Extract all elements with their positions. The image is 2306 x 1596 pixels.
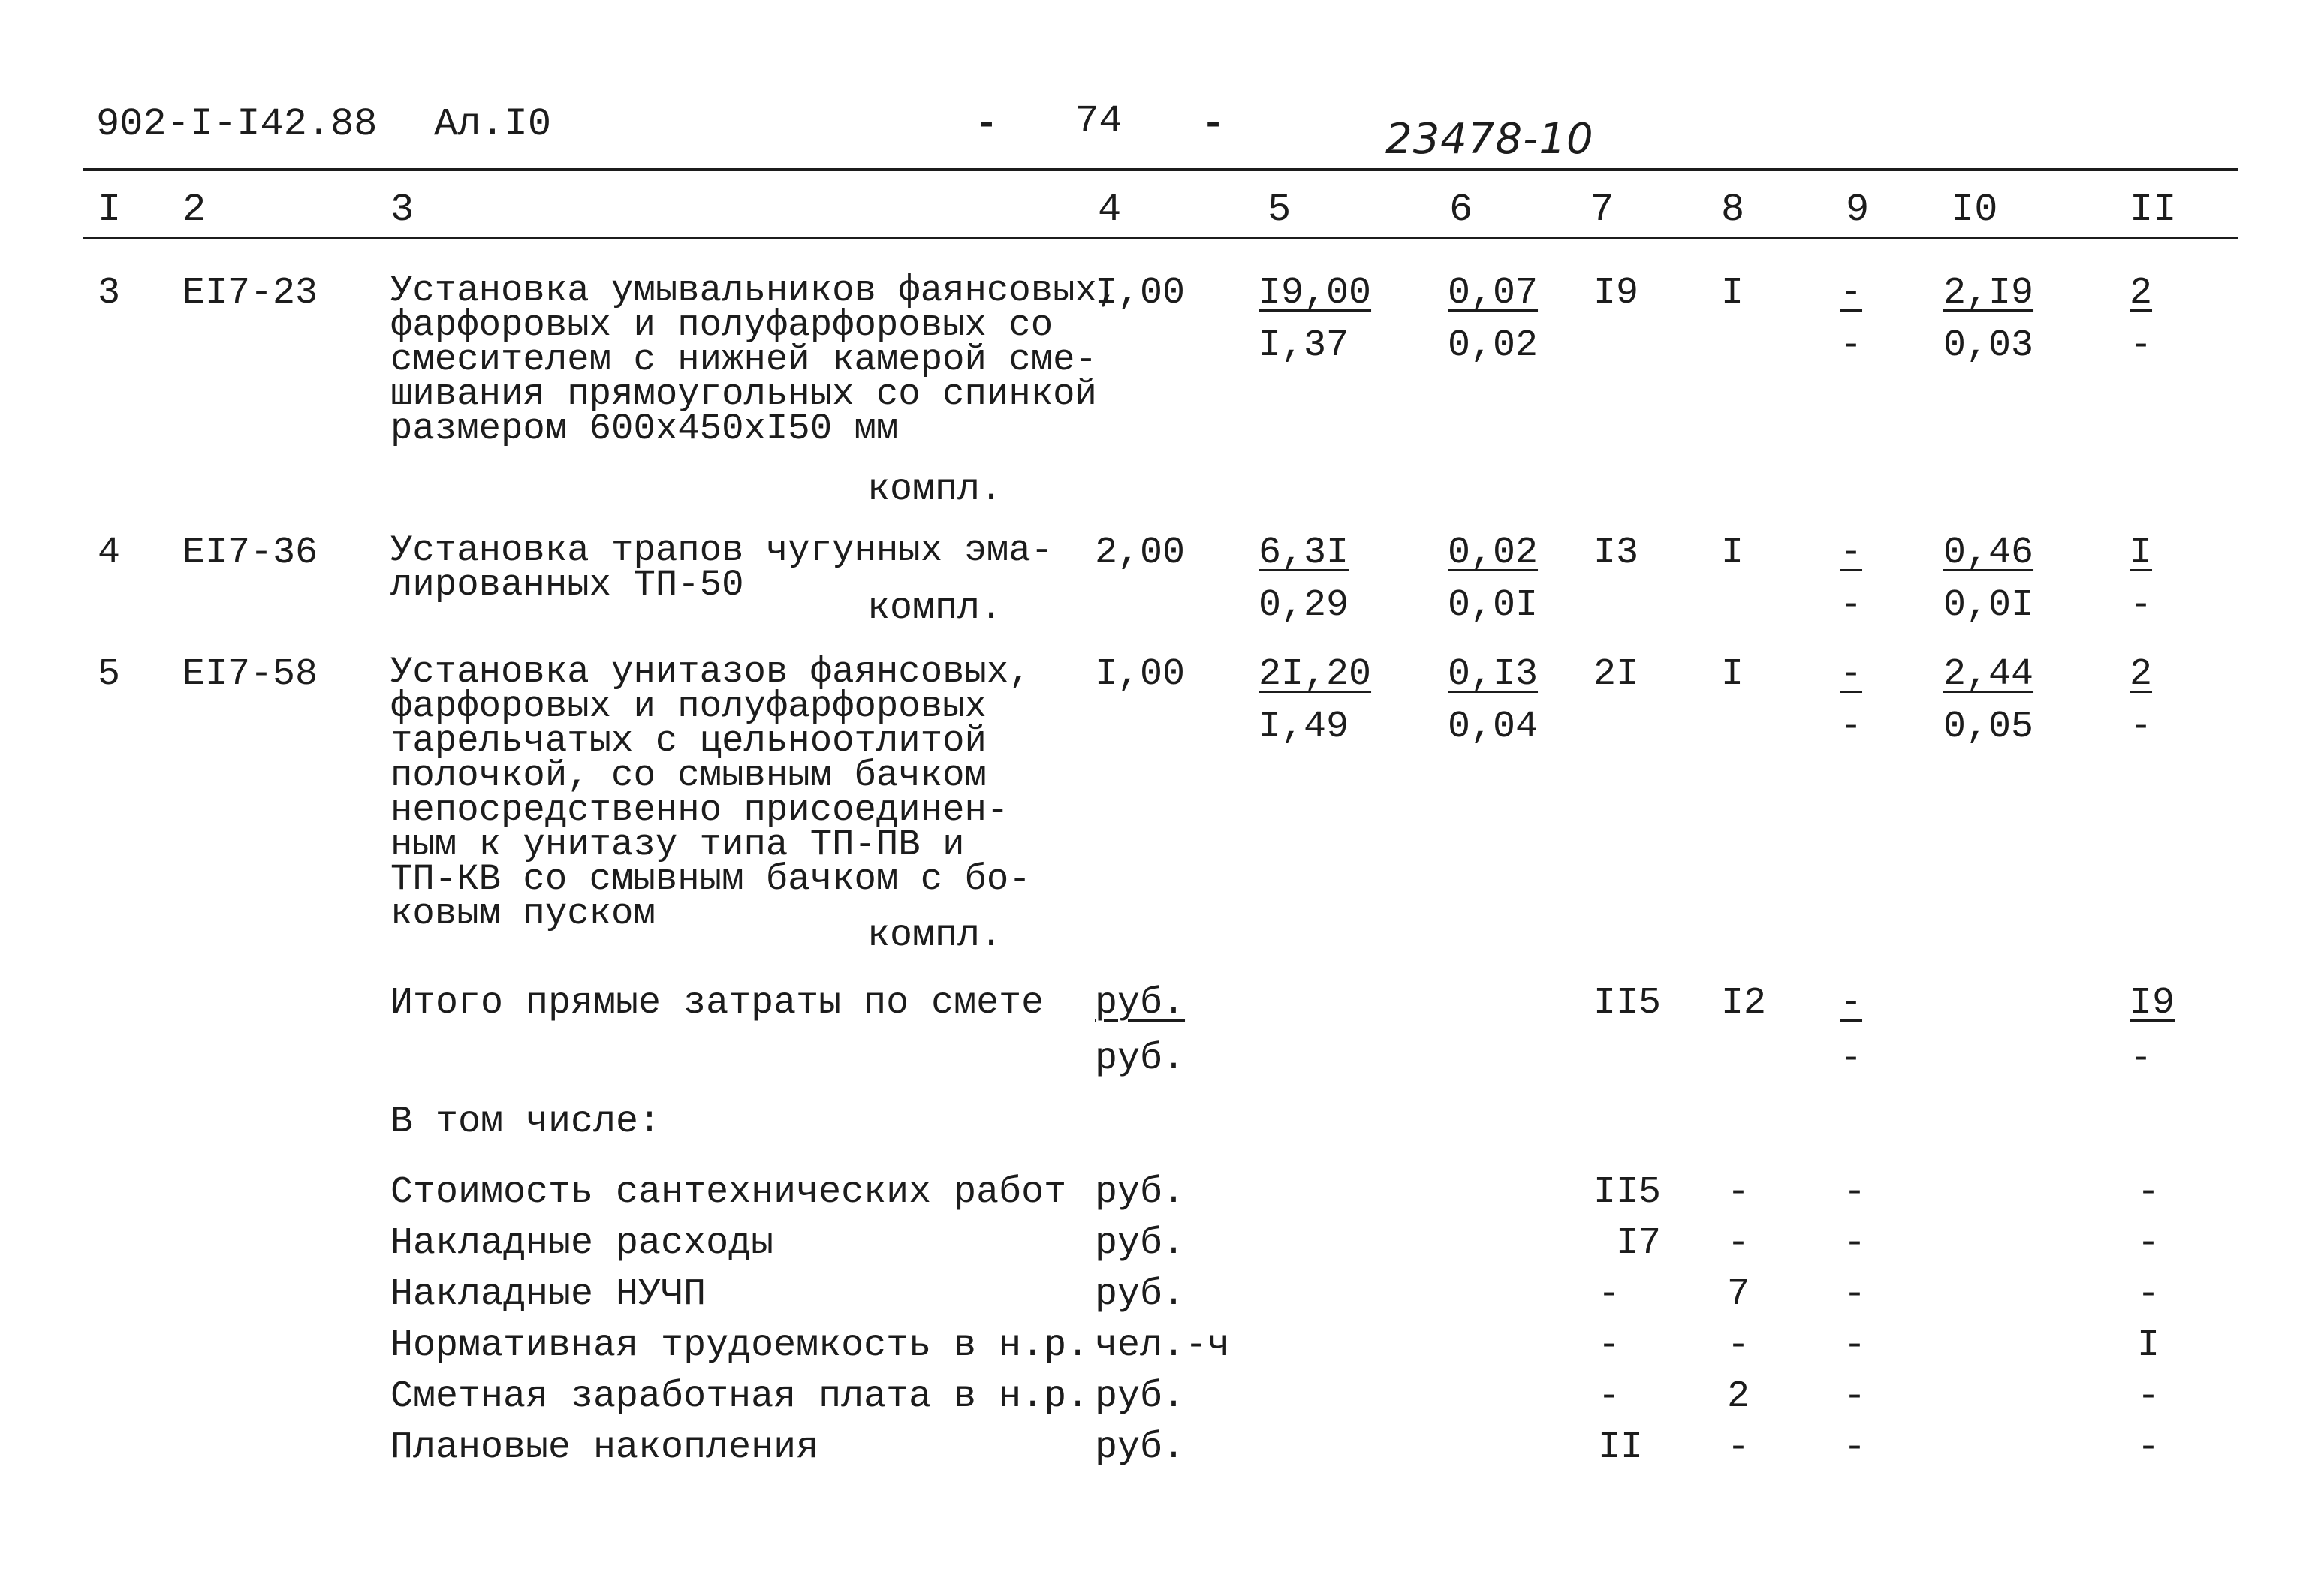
col-header-8: 8: [1721, 188, 1745, 232]
col-header-1: I: [98, 188, 122, 232]
breakdown-label: Нормативная трудоемкость в н.р.: [390, 1324, 1090, 1367]
breakdown-label: Стоимость сантехнических работ: [390, 1171, 1067, 1214]
col-header-5: 5: [1268, 188, 1292, 232]
breakdown-unit: руб.: [1095, 1273, 1186, 1316]
breakdown-col7: II5: [1593, 1171, 1662, 1214]
row-number: 5: [98, 653, 121, 696]
cost-total: I9,00: [1259, 272, 1372, 315]
page-dash-left: -: [975, 102, 999, 146]
col-header-6: 6: [1449, 188, 1473, 232]
breakdown-col8: 2: [1727, 1375, 1750, 1418]
cost-wage: 0,29: [1259, 584, 1349, 627]
work-description: Установка умывальников фаянсовых, фарфоровых и полуфарфоровых со смесителем с нижней камерой сме- шивания прямоугольных со спинкой размером 600x450xI50 мм: [390, 270, 1120, 450]
col7-value: 2I: [1593, 653, 1639, 696]
col8-value: I: [1721, 272, 1744, 315]
breakdown-col11: I: [2137, 1324, 2160, 1367]
unit-label: компл.: [867, 468, 1003, 511]
breakdown-col7: -: [1598, 1273, 1621, 1316]
total-col9-bottom: -: [1840, 1037, 1863, 1080]
col11-top: 2: [2130, 272, 2153, 315]
breakdown-unit: руб.: [1095, 1171, 1186, 1214]
col9-top: -: [1840, 653, 1863, 696]
breakdown-label: Накладные НУЧП: [390, 1273, 707, 1316]
breakdown-col9: -: [1843, 1171, 1867, 1214]
header-rule-top: [83, 168, 2238, 171]
sheet-label: Ал.I0: [434, 102, 552, 146]
col7-value: I9: [1593, 272, 1639, 315]
col-header-3: 3: [390, 188, 414, 232]
machine-cost: 0,I3: [1448, 653, 1539, 696]
col10-bottom: 0,05: [1943, 706, 2034, 748]
breakdown-col11: -: [2137, 1171, 2160, 1214]
rate-code: EI7-23: [182, 272, 318, 315]
total-col11-bottom: -: [2130, 1037, 2153, 1080]
breakdown-col11: -: [2137, 1273, 2160, 1316]
cost-total: 6,3I: [1259, 531, 1349, 574]
total-col8: I2: [1721, 982, 1767, 1025]
quantity: I,00: [1095, 272, 1186, 315]
col9-bottom: -: [1840, 584, 1863, 627]
cost-total: 2I,20: [1259, 653, 1372, 696]
col9-top: -: [1840, 272, 1863, 315]
row-number: 4: [98, 531, 121, 574]
col10-top: 2,I9: [1943, 272, 2034, 315]
quantity: I,00: [1095, 653, 1186, 696]
breakdown-col11: -: [2137, 1426, 2160, 1469]
breakdown-label: Плановые накопления: [390, 1426, 819, 1469]
col-header-11: II: [2130, 188, 2177, 232]
breakdown-label: Сметная заработная плата в н.р.: [390, 1375, 1090, 1418]
rate-code: EI7-58: [182, 653, 318, 696]
total-label: Итого прямые затраты по смете: [390, 982, 1044, 1025]
breakdown-col7: -: [1598, 1324, 1621, 1367]
col9-bottom: -: [1840, 706, 1863, 748]
total-col11-top: I9: [2130, 982, 2175, 1025]
col9-bottom: -: [1840, 324, 1863, 367]
total-unit-top: руб.: [1095, 982, 1186, 1025]
unit-label: компл.: [867, 587, 1003, 630]
col8-value: I: [1721, 531, 1744, 574]
col11-bottom: -: [2130, 706, 2153, 748]
total-col7: II5: [1593, 982, 1662, 1025]
breakdown-col8: -: [1727, 1324, 1750, 1367]
col8-value: I: [1721, 653, 1744, 696]
col10-bottom: 0,03: [1943, 324, 2034, 367]
breakdown-label: Накладные расходы: [390, 1222, 774, 1265]
machine-wage: 0,0I: [1448, 584, 1539, 627]
breakdown-col9: -: [1843, 1426, 1867, 1469]
page-number: 74: [1075, 99, 1123, 143]
machine-wage: 0,04: [1448, 706, 1539, 748]
handwritten-number: 23478-10: [1385, 115, 1594, 164]
unit-label: компл.: [867, 914, 1003, 957]
breakdown-unit: руб.: [1095, 1222, 1186, 1265]
breakdown-col8: -: [1727, 1426, 1750, 1469]
col11-bottom: -: [2130, 584, 2153, 627]
cost-wage: I,37: [1259, 324, 1349, 367]
rate-code: EI7-36: [182, 531, 318, 574]
breakdown-unit: чел.-ч: [1095, 1324, 1231, 1367]
breakdown-col9: -: [1843, 1222, 1867, 1265]
header-rule-bottom: [83, 237, 2238, 239]
including-label: В том числе:: [390, 1101, 662, 1143]
col11-top: 2: [2130, 653, 2153, 696]
breakdown-col9: -: [1843, 1324, 1867, 1367]
page-dash-right: -: [1201, 102, 1225, 146]
breakdown-col8: 7: [1727, 1273, 1750, 1316]
machine-cost: 0,02: [1448, 531, 1539, 574]
work-description: Установка трапов чугунных эма- лированных ТП-50: [390, 529, 1054, 606]
total-col9-top: -: [1840, 982, 1863, 1025]
col11-bottom: -: [2130, 324, 2153, 367]
col10-top: 0,46: [1943, 531, 2034, 574]
breakdown-unit: руб.: [1095, 1375, 1186, 1418]
cost-wage: I,49: [1259, 706, 1349, 748]
breakdown-col7: I7: [1616, 1222, 1662, 1265]
col11-top: I: [2130, 531, 2153, 574]
col-header-9: 9: [1846, 188, 1870, 232]
machine-wage: 0,02: [1448, 324, 1539, 367]
breakdown-col8: -: [1727, 1171, 1750, 1214]
col-header-4: 4: [1098, 188, 1122, 232]
breakdown-col9: -: [1843, 1273, 1867, 1316]
breakdown-col11: -: [2137, 1222, 2160, 1265]
col10-top: 2,44: [1943, 653, 2034, 696]
col9-top: -: [1840, 531, 1863, 574]
col-header-7: 7: [1590, 188, 1614, 232]
col-header-2: 2: [182, 188, 206, 232]
work-description: Установка унитазов фаянсовых, фарфоровых и полуфарфоровых тарельчатых с цельноотлитой полочкой, со смывным бачком непосредственно присоединен- ным к унитазу типа ТП-ПВ и ТП-КВ со смывным бачком с бо- ковым пуском: [390, 651, 1031, 935]
row-number: 3: [98, 272, 121, 315]
machine-cost: 0,07: [1448, 272, 1539, 315]
breakdown-unit: руб.: [1095, 1426, 1186, 1469]
breakdown-col11: -: [2137, 1375, 2160, 1418]
col-header-10: I0: [1951, 188, 1998, 232]
breakdown-col7: -: [1598, 1375, 1621, 1418]
col7-value: I3: [1593, 531, 1639, 574]
breakdown-col9: -: [1843, 1375, 1867, 1418]
document-code: 902-I-I42.88: [96, 102, 378, 146]
total-unit-bottom: руб.: [1095, 1037, 1186, 1080]
breakdown-col8: -: [1727, 1222, 1750, 1265]
quantity: 2,00: [1095, 531, 1186, 574]
col10-bottom: 0,0I: [1943, 584, 2034, 627]
breakdown-col7: II: [1598, 1426, 1644, 1469]
